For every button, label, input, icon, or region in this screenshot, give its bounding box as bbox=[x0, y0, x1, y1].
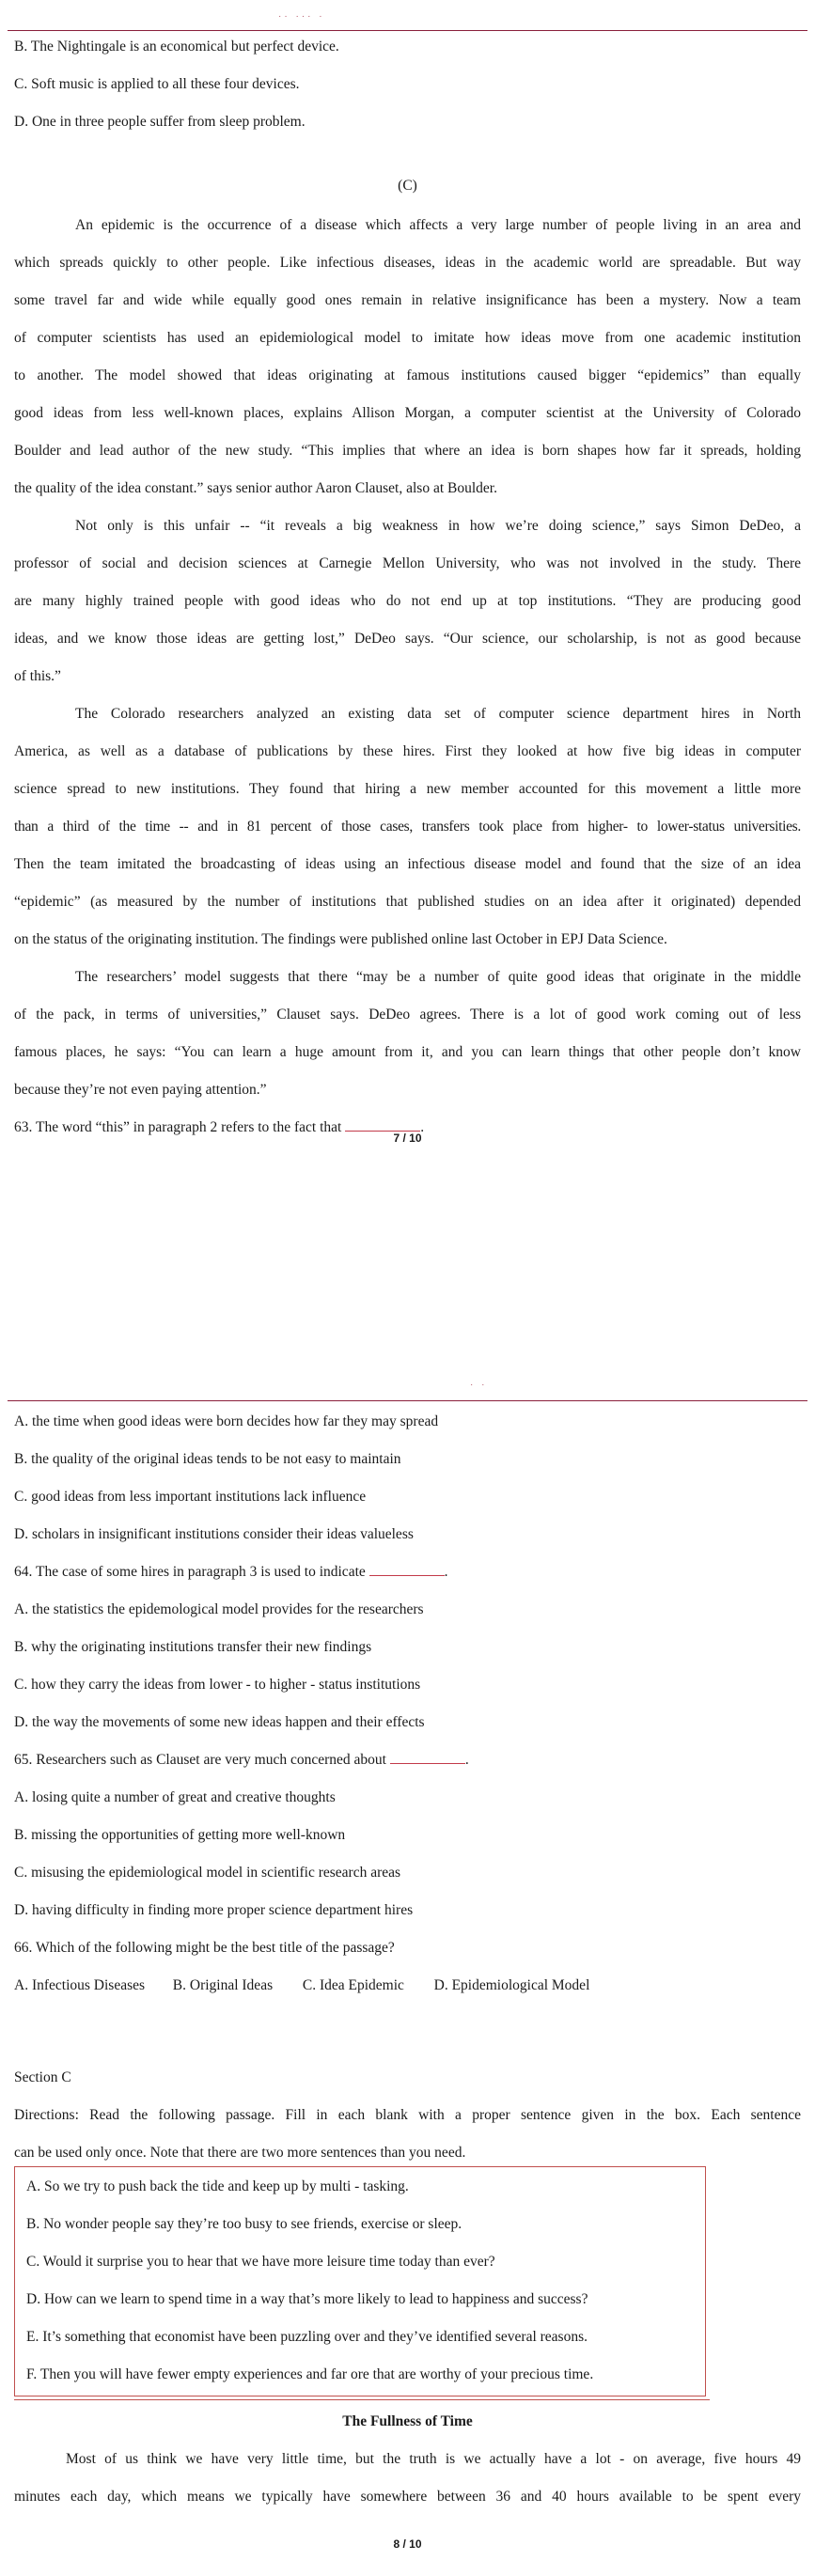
passage-line: “epidemic” (as measured by the number of institutions that published studies on an idea after it originated) depended bbox=[14, 894, 801, 910]
option-b: B. The Nightingale is an economical but perfect device. bbox=[14, 39, 339, 55]
option-d: D. scholars in insignificant institutions consider their ideas valueless bbox=[14, 1526, 414, 1542]
option-b: B. Original Ideas bbox=[172, 1977, 274, 1993]
passage-line: professor of social and decision sciences at Carnegie Mellon University, who was not involved in the study. There bbox=[14, 555, 801, 571]
passage-line: Most of us think we have very little time, but the truth is we actually have a lot - on average, five hours 49 bbox=[66, 2451, 801, 2467]
passage-line: Not only is this unfair -- “it reveals a big weakness in how we’re doing science,” says Simon DeDeo, a bbox=[75, 518, 801, 534]
option-b: B. the quality of the original ideas tends to be not easy to maintain bbox=[14, 1451, 401, 1467]
option-c: C. Soft music is applied to all these four devices. bbox=[14, 76, 300, 92]
option-a: A. the statistics the epidemological model provides for the researchers bbox=[14, 1601, 424, 1617]
passage-line: which spreads quickly to other people. Like infectious diseases, ideas in the academic world are spreadable. But way bbox=[14, 255, 801, 271]
option-c: C. good ideas from less important institutions lack influence bbox=[14, 1489, 367, 1505]
passage-line: science spread to new institutions. They found that hiring a new member accounted for this movement a little more bbox=[14, 781, 801, 797]
question-63-text: 63. The word “this” in paragraph 2 refers to the fact that bbox=[14, 1119, 342, 1135]
option-c: C. how they carry the ideas from lower - to higher - status institutions bbox=[14, 1677, 421, 1693]
option-d: D. having difficulty in finding more proper science department hires bbox=[14, 1902, 414, 1918]
question-63-end: . bbox=[420, 1119, 425, 1135]
question-65: 65. Researchers such as Clauset are very much concerned about . bbox=[14, 1752, 469, 1768]
option-a: A. the time when good ideas were born decides how far they may spread bbox=[14, 1413, 439, 1429]
page-8 bbox=[0, 1292, 815, 2576]
question-64: 64. The case of some hires in paragraph 3 is used to indicate . bbox=[14, 1564, 448, 1580]
passage-line: famous places, he says: “You can learn a huge amount from it, and you can learn things that other people don’t know bbox=[14, 1044, 801, 1060]
section-heading: Section C bbox=[14, 2069, 71, 2085]
passage-line: Then the team imitated the broadcasting of ideas using an infectious disease model and found that the size of an idea bbox=[14, 856, 801, 872]
answer-blank bbox=[369, 1564, 445, 1576]
passage-title: The Fullness of Time bbox=[342, 2413, 473, 2429]
page-number: 7 / 10 bbox=[393, 1132, 422, 1145]
passage-line: Boulder and lead author of the new study. “This implies that where an idea is born shapes how far it spreads, holding bbox=[14, 443, 801, 459]
passage-line: The researchers’ model suggests that there “may be a number of quite good ideas that originate in the middle bbox=[75, 969, 801, 985]
box-option-b: B. No wonder people say they’re too busy to see friends, exercise or sleep. bbox=[26, 2216, 462, 2232]
option-d: D. One in three people suffer from sleep problem. bbox=[14, 114, 306, 130]
passage-line: of the pack, in terms of universities,” Clauset says. DeDeo agrees. There is a lot of good work coming out of less bbox=[14, 1007, 801, 1023]
box-option-a: A. So we try to push back the tide and keep up by multi - tasking. bbox=[26, 2178, 409, 2194]
passage-line: on the status of the originating institution. The findings were published online last October in EPJ Data Science. bbox=[14, 931, 667, 947]
option-d: D. the way the movements of some new ideas happen and their effects bbox=[14, 1714, 425, 1730]
page-number: 8 / 10 bbox=[393, 2537, 422, 2551]
passage-line: are many highly trained people with good ideas who do not end up at top institutions. “They are producing good bbox=[14, 593, 801, 609]
passage-line: because they’re not even paying attention.” bbox=[14, 1082, 267, 1098]
header-rule bbox=[8, 30, 807, 31]
passage-line: of this.” bbox=[14, 668, 61, 684]
box-option-d: D. How can we learn to spend time in a way that’s more likely to lead to happiness and success? bbox=[26, 2291, 588, 2307]
passage-line: America, as well as a database of publications by these hires. First they looked at how five big ideas in computer bbox=[14, 743, 801, 759]
answer-blank bbox=[390, 1752, 465, 1764]
question-64-text: 64. The case of some hires in paragraph 3 is used to indicate bbox=[14, 1564, 366, 1580]
passage-line: than a third of the time -- and in 81 percent of those cases, transfers took place from higher- to lower-status universities. bbox=[14, 819, 801, 835]
question-65-text: 65. Researchers such as Clauset are very much concerned about bbox=[14, 1752, 386, 1768]
passage-line: An epidemic is the occurrence of a disease which affects a very large number of people living in an area and bbox=[75, 217, 801, 233]
header-mark: ·· ··· · bbox=[278, 11, 325, 22]
sentence-option-box bbox=[14, 2166, 706, 2396]
option-a: A. Infectious Diseases bbox=[14, 1977, 146, 1993]
option-d: D. Epidemiological Model bbox=[433, 1977, 590, 1993]
directions-line: can be used only once. Note that there are two more sentences than you need. bbox=[14, 2145, 466, 2161]
passage-line: ideas, and we know those ideas are getting lost,” DeDeo says. “Our science, our scholarship, is not as good because bbox=[14, 631, 801, 647]
passage-line: some travel far and wide while equally good ones remain in relative insignificance has been a mystery. Now a team bbox=[14, 292, 801, 308]
directions-line: Directions: Read the following passage. Fill in each blank with a proper sentence given in the box. Each sentence bbox=[14, 2107, 801, 2123]
question-66: 66. Which of the following might be the best title of the passage? bbox=[14, 1940, 395, 1956]
option-b: B. missing the opportunities of getting more well-known bbox=[14, 1827, 346, 1843]
box-underline bbox=[14, 2399, 710, 2400]
answer-blank bbox=[345, 1119, 420, 1132]
passage-line: the quality of the idea constant.” says senior author Aaron Clauset, also at Boulder. bbox=[14, 480, 497, 496]
option-c: C. misusing the epidemiological model in scientific research areas bbox=[14, 1865, 401, 1881]
passage-line: good ideas from less well-known places, explains Allison Morgan, a computer scientist at the University of Colorado bbox=[14, 405, 801, 421]
header-rule bbox=[8, 1400, 807, 1401]
box-option-f: F. Then you will have fewer empty experiences and far ore that are worthy of your precious time. bbox=[26, 2366, 594, 2382]
option-a: A. losing quite a number of great and creative thoughts bbox=[14, 1789, 336, 1805]
option-b: B. why the originating institutions transfer their new findings bbox=[14, 1639, 372, 1655]
passage-line: of computer scientists has used an epidemiological model to imitate how ideas move from one academic institution bbox=[14, 330, 801, 346]
box-option-c: C. Would it surprise you to hear that we have more leisure time today than ever? bbox=[26, 2254, 495, 2270]
passage-line: The Colorado researchers analyzed an existing data set of computer science department hires in North bbox=[75, 706, 801, 722]
header-mark: · · bbox=[470, 1380, 488, 1390]
passage-line: to another. The model showed that ideas originating at famous institutions caused bigger “epidemics” than equally bbox=[14, 367, 801, 383]
passage-line: minutes each day, which means we typically have somewhere between 36 and 40 hours available to be spent every bbox=[14, 2489, 801, 2505]
question-66-options bbox=[14, 1976, 801, 1995]
passage-label: (C) bbox=[398, 178, 417, 194]
option-c: C. Idea Epidemic bbox=[302, 1977, 404, 1993]
box-option-e: E. It’s something that economist have been puzzling over and they’ve identified several reasons. bbox=[26, 2329, 588, 2345]
